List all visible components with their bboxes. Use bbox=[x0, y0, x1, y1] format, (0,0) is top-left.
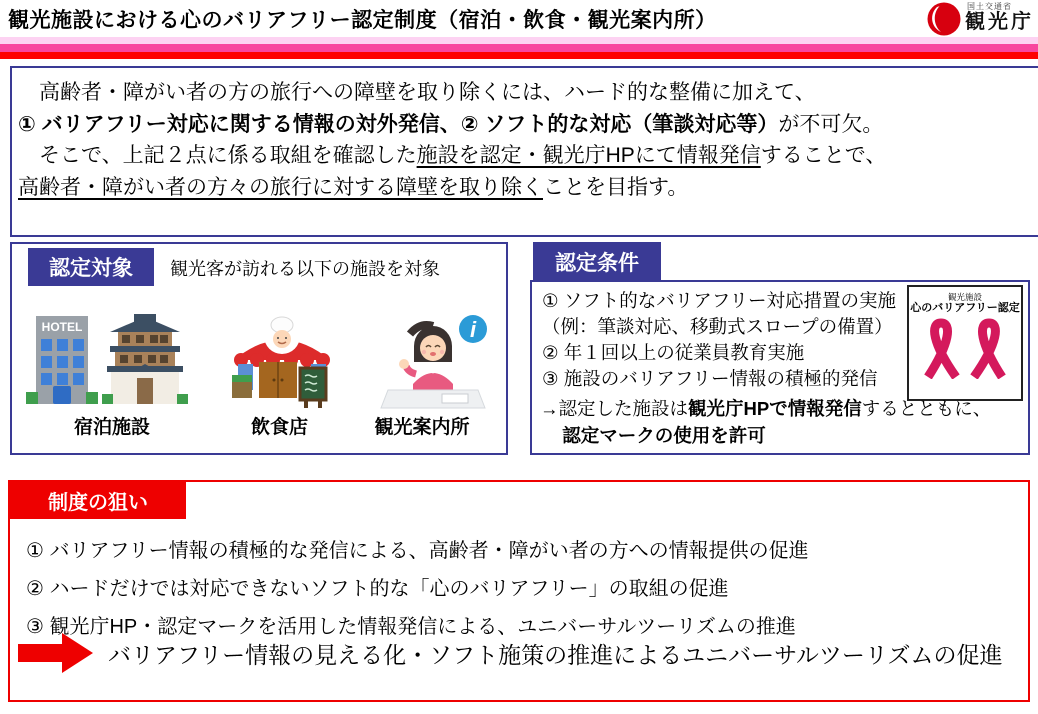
system-aims-tab: 制度の狙い bbox=[10, 482, 186, 519]
certification-target-caption: 観光客が訪れる以下の施設を対象 bbox=[170, 259, 440, 279]
info-desk-illustration-group bbox=[376, 294, 492, 412]
ryokan-building-icon bbox=[102, 312, 188, 412]
header-stripe-red bbox=[0, 52, 1038, 59]
intro-line-3-underline: 施設を認定・観光庁HPにて情報発信 bbox=[416, 144, 761, 167]
aim-item-2: ② ハードだけでは対応できないソフト的な「心のバリアフリー」の取組の促進 bbox=[26, 578, 729, 600]
intro-line-4-tail: ことを目指す。 bbox=[543, 175, 689, 199]
certification-target-tab: 認定対象 bbox=[28, 248, 154, 286]
certification-mark bbox=[907, 285, 1023, 401]
conditions-result-line-2: 認定マークの使用を許可 bbox=[562, 425, 766, 446]
tourism-agency-logo bbox=[926, 1, 1034, 37]
condition-item-1-example: （例：筆談対応、移動式スロープの備置） bbox=[542, 316, 893, 337]
aim-item-1: ① バリアフリー情報の積極的な発信による、高齢者・障がい者の方への情報提供の促進 bbox=[26, 540, 809, 562]
intro-line-2-tail: が不可欠。 bbox=[778, 112, 884, 136]
certification-mark-title: 心のバリアフリー認定 bbox=[910, 302, 1020, 314]
intro-line-3 bbox=[18, 140, 1032, 172]
logo-ministry-text: 国土交通省 bbox=[967, 2, 1012, 11]
intro-line-4-underline: 高齢者・障がい者の方々の旅行に対する障壁を取り除く bbox=[18, 175, 543, 199]
result-pre: →認定した施設は bbox=[540, 398, 689, 419]
hotel-sign-text: HOTEL bbox=[41, 320, 83, 334]
label-restaurant: 飲食店 bbox=[250, 417, 308, 438]
label-info-center: 観光案内所 bbox=[374, 417, 470, 438]
intro-line-4 bbox=[18, 172, 1032, 204]
certification-target-box bbox=[10, 242, 508, 455]
result-bold: 観光庁HPで情報発信 bbox=[688, 398, 862, 419]
restaurant-icon bbox=[226, 312, 338, 412]
intro-line-1: 高齢者・障がい者の方の旅行への障壁を取り除くには、ハード的な整備に加えて、 bbox=[39, 81, 816, 104]
logo-agency-text: 観光庁 bbox=[965, 11, 1034, 33]
condition-item-2: ② 年１回以上の従業員教育実施 bbox=[542, 342, 805, 363]
header-stripe-magenta bbox=[0, 44, 1038, 52]
restaurant-illustration-group bbox=[226, 294, 338, 412]
certification-conditions-tab: 認定条件 bbox=[533, 242, 661, 282]
intro-line-2 bbox=[18, 109, 1032, 141]
aims-list bbox=[26, 532, 809, 646]
lodging-illustration-group bbox=[26, 294, 188, 412]
condition-item-3: ③ 施設のバリアフリー情報の積極的発信 bbox=[542, 368, 878, 389]
certification-mark-ribbons-icon bbox=[913, 315, 1017, 379]
target-labels-row bbox=[12, 412, 506, 439]
certification-conditions-body bbox=[530, 280, 1030, 455]
aims-conclusion-text: バリアフリー情報の見える化・ソフト施策の推進によるユニバーサルツーリズムの促進 bbox=[108, 641, 1003, 668]
intro-line-3-tail: することで、 bbox=[760, 144, 887, 167]
aims-conclusion-row bbox=[18, 632, 1002, 674]
system-aims-box bbox=[8, 480, 1030, 702]
condition-item-1: ① ソフト的なバリアフリー対応措置の実施 bbox=[542, 290, 896, 311]
target-illustrations bbox=[12, 294, 506, 412]
information-icon-letter: i bbox=[469, 317, 477, 342]
certification-conditions-box bbox=[530, 242, 1030, 455]
intro-line-2-bold: ① バリアフリー対応に関する情報の対外発信、② ソフト的な対応（筆談対応等） bbox=[18, 112, 779, 136]
label-lodging: 宿泊施設 bbox=[73, 417, 150, 438]
hotel-building-icon bbox=[26, 312, 98, 412]
conditions-list bbox=[542, 288, 896, 392]
red-arrow-icon bbox=[18, 632, 94, 674]
header-stripe-light-pink bbox=[0, 37, 1038, 44]
aim-item-3: ③ 観光庁HP・認定マークを活用した情報発信による、ユニバーサルツーリズムの推進 bbox=[26, 616, 796, 638]
intro-box bbox=[10, 66, 1038, 237]
info-desk-icon bbox=[376, 312, 492, 412]
conditions-result-line-1 bbox=[540, 395, 991, 422]
result-tail: するとともに、 bbox=[861, 398, 992, 419]
tourism-agency-logo-icon bbox=[926, 1, 962, 37]
page-title: 観光施設における心のバリアフリー認定制度（宿泊・飲食・観光案内所） bbox=[8, 9, 717, 32]
conditions-result bbox=[540, 395, 991, 449]
certification-mark-top-text: 観光施設 bbox=[947, 292, 982, 302]
intro-line-3-pre: そこで、上記２点に係る取組を確認した bbox=[39, 144, 417, 167]
